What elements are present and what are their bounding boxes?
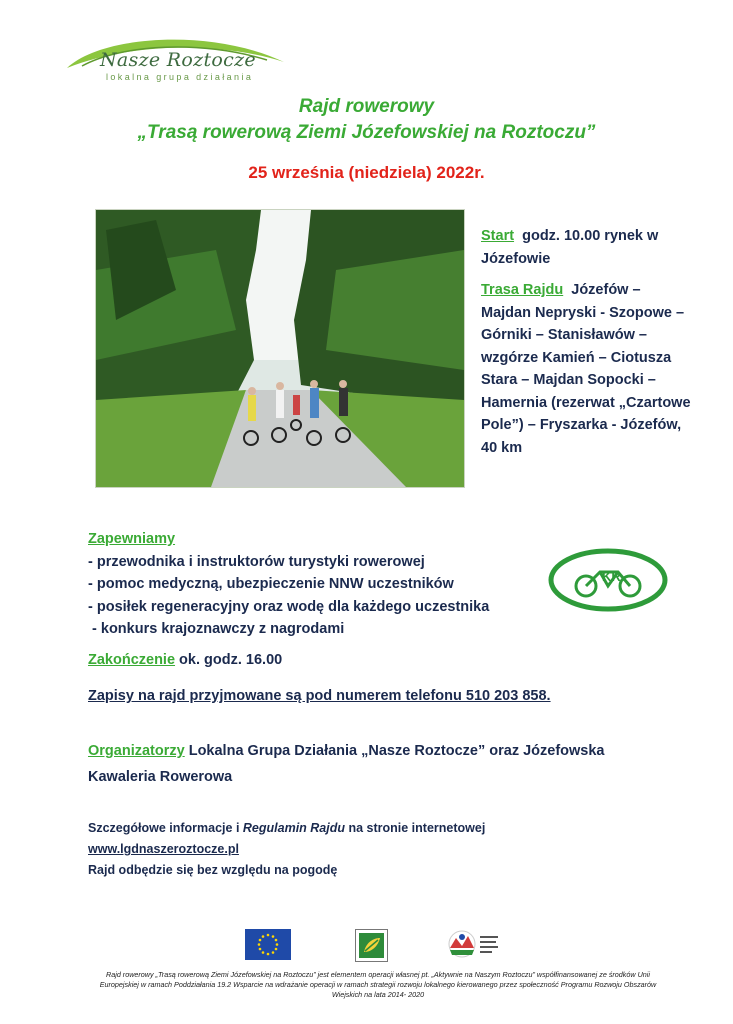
start-label: Start (481, 228, 515, 244)
info-text: Szczegółowe informacje i (88, 821, 243, 835)
rural-development-logo (448, 928, 518, 960)
provides-section (88, 528, 558, 641)
event-date: 25 września (niedziela) 2022r. (248, 163, 485, 182)
event-subtitle: „Trasą rowerową Ziemi Józefowskiej na Roztoczu” (137, 122, 596, 143)
finish-label: Zakończenie (88, 652, 176, 668)
route-label: Trasa Rajdu (481, 282, 564, 298)
rules-reference: Regulamin Rajdu (242, 821, 345, 835)
organizers-label: Organizatorzy (88, 743, 185, 759)
route-info (481, 279, 691, 459)
weather-note: Rajd odbędzie się bez względu na pogodę (88, 863, 338, 877)
finish-text: ok. godz. 16.00 (175, 652, 283, 668)
eu-flag-logo (245, 929, 291, 960)
event-details (481, 225, 691, 468)
start-info (481, 225, 691, 270)
logo-subtitle: lokalna grupa działania (106, 72, 254, 82)
logo-name: Nasze Roztocze (100, 49, 256, 71)
website-link[interactable]: www.lgdnaszeroztocze.pl (88, 842, 239, 856)
provides-label: Zapewniamy (88, 531, 176, 547)
provides-item: - posiłek regeneracyjny oraz wodę dla każdego uczestnika (88, 598, 490, 615)
svg-text:KR: KR (602, 569, 621, 584)
more-info (88, 818, 648, 881)
info-line (88, 818, 648, 839)
start-text: godz. 10.00 rynek w Józefowie (481, 228, 659, 267)
cycling-club-badge (548, 548, 668, 612)
event-title: Rajd rowerowy (298, 96, 435, 117)
finish-info (88, 652, 282, 668)
route-text: Józefów – Majdan Nepryski - Szopowe – Górniki – Stanisławów – wzgórze Kamień – Ciotusza Stara – Majdan Sopocki – Hamernia (rezerwat „Czartowe Pole”) – Fryszarka - Józefów, 40 km (481, 282, 691, 456)
funding-footer: Rajd rowerowy „Trasą rowerową Ziemi Józefowskiej na Roztoczu” jest elementem operacji własnej pt. „Aktywnie na Naszym Roztoczu” współfinansowanej ze środków Unii Europejskiej w ramach Poddziałania 19.2 Wsparcie na wdrażanie operacji w ramach strategii rozwoju lokalnego kierowanego przez społeczność Programu Rozwoju Obszarów Wiejskich na lata 2014- 2020 (99, 970, 657, 999)
organizers-text: Lokalna Grupa Działania „Nasze Roztocze” oraz Józefowska Kawaleria Rowerowa (88, 743, 605, 785)
cyclists-photo (95, 209, 465, 488)
provides-item: - przewodnika i instruktorów turystyki rowerowej (88, 553, 425, 570)
provides-item: - konkurs krajoznawczy z nagrodami (88, 621, 345, 637)
signup-info: Zapisy na rajd przyjmowane są pod numerem telefonu 510 203 858. (88, 688, 551, 704)
provides-item: - pomoc medyczną, ubezpieczenie NNW uczestników (88, 576, 454, 592)
leader-logo (355, 929, 388, 962)
organizers-info (88, 738, 648, 790)
info-text-end: na stronie internetowej (345, 821, 486, 835)
